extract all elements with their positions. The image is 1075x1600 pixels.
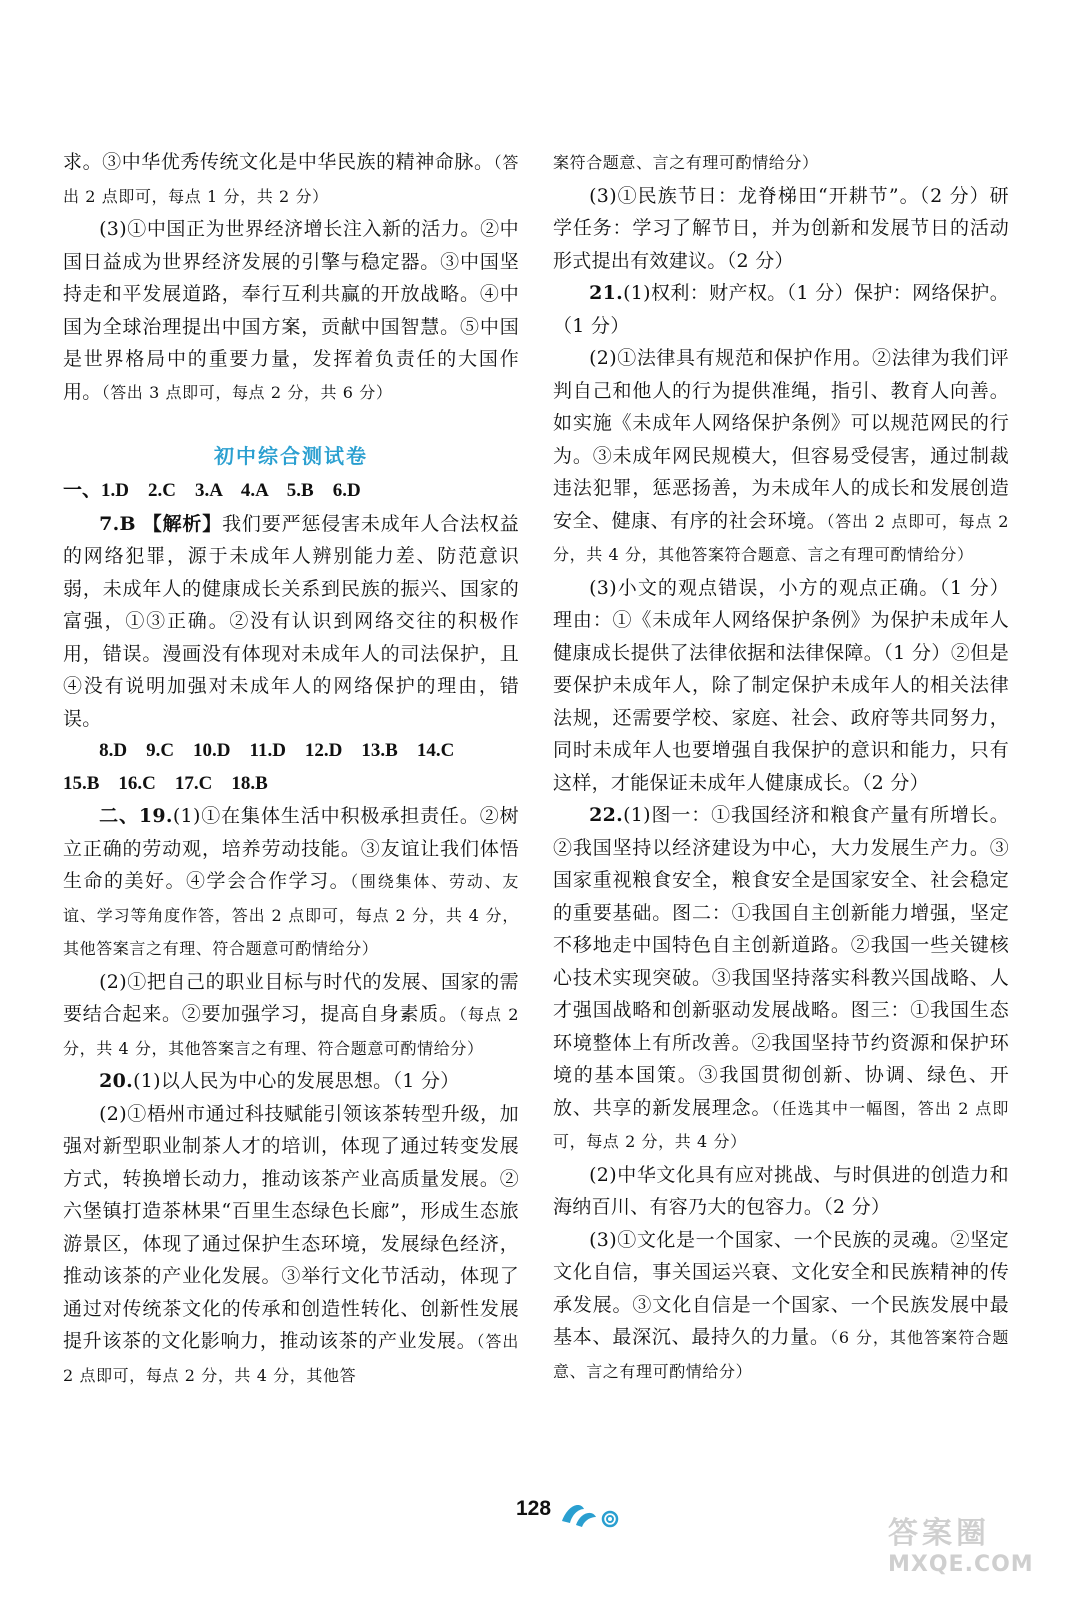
section-title: 初中综合测试卷 [214, 444, 368, 468]
question-22-3: (3)①文化是一个国家、一个民族的灵魂。②坚定文化自信，事关国运兴衰、文化安全和民族精神的传承发展。③文化自信是一个国家、一个民族发展中最基本、最深沉、最持久的力量。（6 分，其他答案符合题意、言之有理可酌情给分） [553, 1228, 1009, 1381]
question-22-1: 22.(1)图一：①我国经济和粮食产量有所增长。②我国坚持以经济建设为中心，大力发展生产力。③国家重视粮食安全，粮食安全是国家安全、社会稳定的重要基础。图二：①我国自主创新能力增强，坚定不移地走中国特色自主创新道路。②我国一些关键核心技术实现突破。③我国坚持落实科教兴国战略、人才强国战略和创新驱动发展战略。图三：①我国生态环境整体上有所改善。②我国坚持节约资源和保护环境的基本国策。③我国贯彻创新、协调、绿色、开放、共享的新发展理念。（任选其中一幅图，答出 2 点即可，每点 2 分，共 4 分） [553, 804, 1009, 1151]
answer-line: 8.D 9.C 10.D 11.D 12.D 13.B 14.C [99, 740, 455, 761]
question-21-2: (2)①法律具有规范和保护作用。②法律为我们评判自己和他人的行为提供准绳，指引、教育人向善。如实施《未成年人网络保护条例》可以规范网民的行为。③未成年网民规模大，但容易受侵害，通过制裁违法犯罪，惩恶扬善，为未成年人的成长和发展创造安全、健康、有序的社会环境。（答出 2 点即可，每点 2 分，共 4 分，其他答案符合题意、言之有理可酌情给分） [553, 347, 1009, 564]
watermark [888, 1508, 1058, 1588]
question-20-1: 20.(1)以人民为中心的发展思想。（1 分） [99, 1070, 460, 1092]
watermark-url: MXQE.COM [888, 1552, 1034, 1577]
question-7: 7.B 【解析】我们要严惩侵害未成年人合法权益的网络犯罪，源于未成年人辨别能力差、防范意识弱，未成年人的健康成长关系到民族的振兴、国家的富强，①③正确。②没有认识到网络交往的积极作用，错误。漫画没有体现对未成年人的司法保护，且④没有说明加强对未成年人的网络保护的理由，错误。 [63, 512, 519, 730]
page-number: 128 [516, 1497, 552, 1520]
answer-line: 一、1.D 2.C 3.A 4.A 5.B 6.D [63, 480, 361, 501]
question-21-3: (3)小文的观点错误，小方的观点正确。（1 分）理由：①《未成年人网络保护条例》为保护未成年人健康成长提供了法律依据和法律保障。（1 分）②但是要保护未成年人，除了制定保护未成年人的相关法律法规，还需要学校、家庭、社会、政府等共同努力，同时未成年人也要增强自我保护的意识和能力，只有这样，才能保证未成年人健康成长。（2 分） [553, 576, 1009, 794]
question-22-2: (2)中华文化具有应对挑战、与时俱进的创造力和海纳百川、有容乃大的包容力。（2 分） [553, 1163, 1009, 1218]
paragraph: (3)①中国正为世界经济增长注入新的活力。②中国日益成为世界经济发展的引擎与稳定器。③中国坚持走和平发展道路，奉行互利共赢的开放战略。④中国为全球治理提出中国方案，贡献中国智慧。⑤中国是世界格局中的重要力量，发挥着负责任的大国作用。（答出 3 点即可，每点 2 分，共 6 分） [63, 218, 519, 403]
paragraph: 求。③中华优秀传统文化是中华民族的精神命脉。（答出 2 点即可，每点 1 分，共 2 分） [63, 151, 520, 206]
question-21-1: 21.(1)权利：财产权。（1 分）保护：网络保护。（1 分） [553, 282, 1009, 337]
leaf-swirl-icon [558, 1495, 628, 1531]
answer-line: 15.B 16.C 17.C 18.B [63, 772, 268, 794]
left-column [63, 146, 519, 1392]
watermark-logo-text: 答案圈 [888, 1516, 990, 1551]
paragraph: (3)①民族节日：龙脊梯田“开耕节”。（2 分）研学任务：学习了解节日，并为创新和发展节日的活动形式提出有效建议。（2 分） [553, 184, 1009, 272]
right-column [553, 146, 1009, 1388]
paragraph: 案符合题意、言之有理可酌情给分） [553, 153, 819, 172]
question-19-1: 二、19.(1)①在集体生活中积极承担责任。②树立正确的劳动观，培养劳动技能。③友谊让我们体悟生命的美好。④学会合作学习。（围绕集体、劳动、友谊、学习等角度作答，答出 2 点即可，每点 2 分，共 4 分，其他答案言之有理、符合题意可酌情给分） [63, 805, 519, 958]
question-19-2: (2)①把自己的职业目标与时代的发展、国家的需要结合起来。②要加强学习，提高自身素质。（每点 2 分，共 4 分，其他答案言之有理、符合题意可酌情给分） [63, 970, 519, 1058]
question-20-2: (2)①梧州市通过科技赋能引领该茶转型升级，加强对新型职业制茶人才的培训，体现了通过转变发展方式，转换增长动力，推动该茶产业高质量发展。②六堡镇打造茶林果“百里生态绿色长廊”，形成生态旅游景区，体现了通过保护生态环境，发展绿色经济，推动该茶的产业化发展。③举行文化节活动，体现了通过对传统茶文化的传承和创造性转化、创新性发展提升该茶的文化影响力，推动该茶的产业发展。（答出 2 点即可，每点 2 分，共 4 分，其他答 [63, 1102, 519, 1385]
